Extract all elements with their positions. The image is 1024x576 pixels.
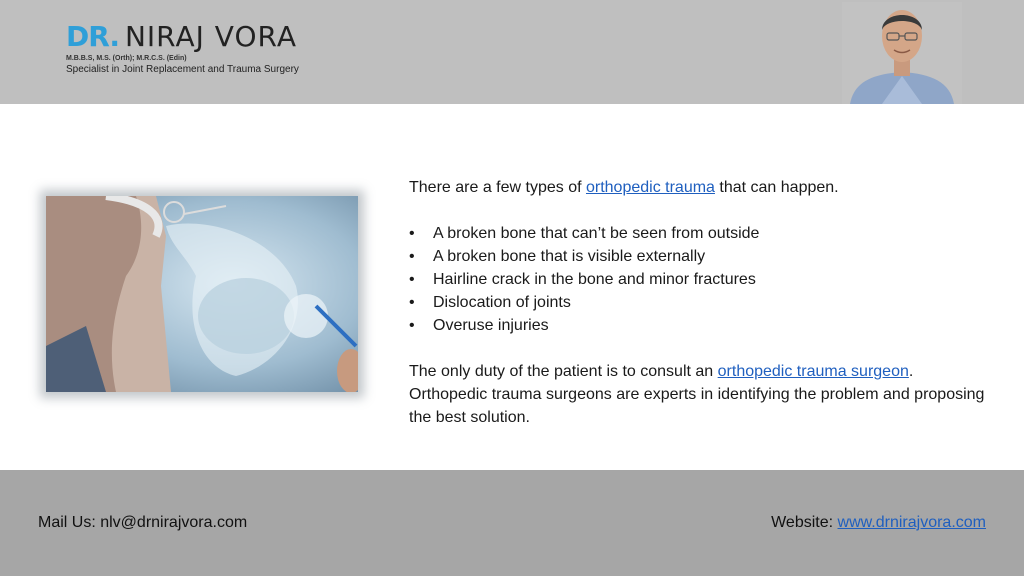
specialty: Specialist in Joint Replacement and Trauma Surgery [66, 64, 299, 75]
intro-paragraph [409, 176, 989, 199]
list-item: • Overuse injuries [409, 314, 989, 337]
footer-bar [0, 470, 1024, 576]
closing-text-end: . Orthopedic trauma surgeons are experts in identifying the problem and proposing the best solution. [409, 363, 985, 426]
logo-dr: DR. [66, 20, 119, 53]
qualifications: M.B.B.S, M.S. (Orth); M.R.C.S. (Edin) [66, 55, 187, 62]
logo[interactable] [66, 20, 299, 75]
website-link[interactable]: www.drnirajvora.com [837, 514, 986, 531]
closing-paragraph [409, 360, 989, 429]
intro-text: There are a few types of [409, 179, 586, 196]
main-content [409, 176, 989, 429]
orthopedic-trauma-link[interactable]: orthopedic trauma [585, 179, 715, 196]
list-item: • A broken bone that can’t be seen from outside [409, 222, 989, 245]
closing-text: The only duty of the patient is to consult an [409, 363, 718, 380]
website-label: Website: [771, 514, 838, 531]
website-contact [771, 514, 986, 532]
intro-text-end: that can happen. [714, 179, 839, 196]
list-item: • Hairline crack in the bone and minor fractures [409, 268, 989, 291]
logo-name: NIRAJ VORA [124, 20, 297, 53]
doctor-portrait [842, 2, 962, 104]
list-item: • Dislocation of joints [409, 291, 989, 314]
header-bar [0, 0, 1024, 104]
list-item: • A broken bone that is visible externally [409, 245, 989, 268]
mail-contact: Mail Us: nlv@drnirajvora.com [38, 514, 248, 531]
xray-photo [46, 196, 358, 392]
trauma-types-list [409, 222, 989, 337]
trauma-surgeon-link[interactable]: orthopedic trauma surgeon [717, 363, 909, 380]
